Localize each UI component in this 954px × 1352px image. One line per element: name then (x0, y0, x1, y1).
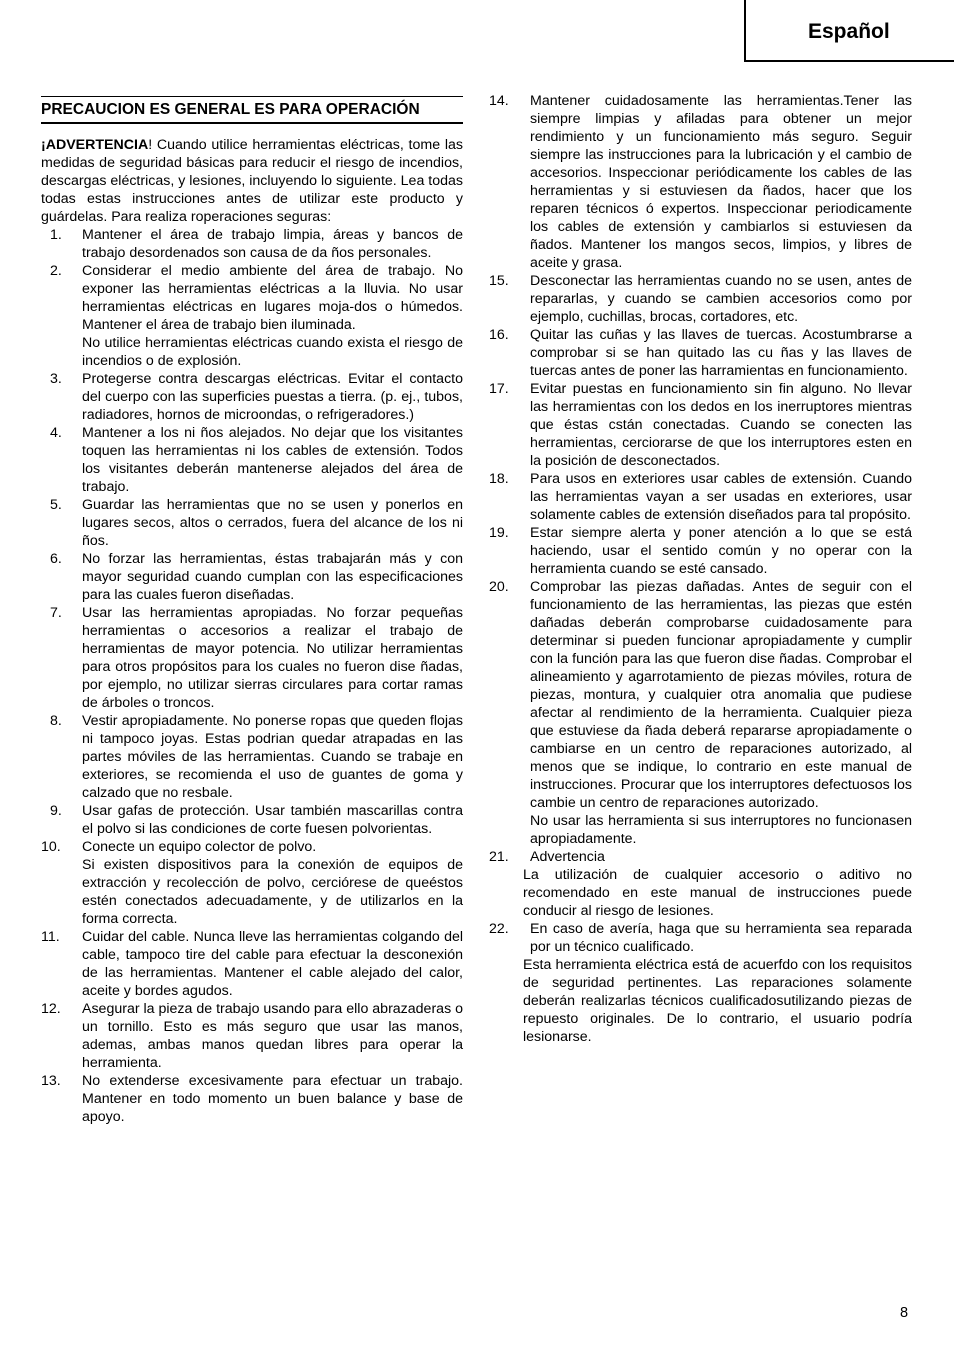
intro-text: ! Cuando utilice herramientas eléctricas, tome las medidas de seguridad básicas para reducir el riesgo de incendios, descargas eléctricas, y lesiones, incluyendo lo siguiente. Lea todas todas estas instrucciones antes de utilizar este producto y guárdelas. Para realiza roperaciones seguras: (41, 137, 463, 225)
list-item (489, 848, 912, 866)
item-number: 17. (489, 381, 509, 397)
item-extra-text: No utilice herramientas eléctricas cuando exista el riesgo de incendios o de explosión. (82, 335, 463, 369)
item-text: Mantener el área de trabajo limpia, áreas y bancos de trabajo desordenados son causa de da ños personales. (82, 227, 463, 261)
item-extra-text: No usar las herramienta si sus interruptores no funcionasen apropiadamente. (530, 813, 912, 847)
list-item (41, 424, 463, 496)
list-item (41, 262, 463, 370)
list-item (489, 524, 912, 578)
item-text: Usar las herramientas apropiadas. No forzar pequeñas herramientas o accesorios a realizar el trabajo de herramientas de mayor potencia. No utilizar herramientas para otros propósitos para los cuales no fueron dise ñadas, por ejemplo, no utilizar sierras circulares para cortar ramas de árboles o troncos. (82, 605, 463, 711)
item-text: Comprobar las piezas dañadas. Antes de seguir con el funcionamiento de las herramientas, las piezas que estén dañadas deberán comprobarse cuidadosamente para determinar si pueden funcionar apropiadamente y cumplir con la función para las que fueron dise ñadas. Comprobar el alineamiento y agarrotamiento de piezas móviles, rotura de piezas, montura, y cualquier otra anomalia que pudiese afectar al rendimiento de la herramienta. Cualquier pieza que estuviese da ñada deberá repararse apropiadamente o cambiarse en un centro de reparaciones autorizado, al menos que se indique, lo contrario en este manual de instrucciones. Procurar que los interruptores defectuosos los cambie un centro de reparaciones autorizado. (530, 579, 912, 811)
item-text: Mantener a los ni ños alejados. No dejar que los visitantes toquen las herramientas ni los cables de extensión. Todos los visitantes deberán mantenerse alejados del área de trabajo. (82, 425, 463, 495)
item-number: 22. (489, 921, 509, 937)
right-column (489, 92, 912, 1046)
list-item (41, 370, 463, 424)
item-text: Evitar puestas en funcionamiento sin fin alguno. No llevar las herramientas con los dedos en los inerruptores mientras que éstas cstán conectadas. Cuando se conecten las herramientas, cerciorarse de que los interruptores esten en la posición de desconectados. (530, 381, 912, 469)
item-note: Esta herramienta eléctrica está de acuerfdo con los requisitos de seguridad pertinentes. Las reparaciones solamente deberán realizarlas técnicos cualificadosutilizando piezas de repuesto originales. De lo contrario, el usuario podría lesionarse. (523, 957, 912, 1045)
list-item (41, 1072, 463, 1126)
warning-label: ¡ADVERTENCIA (41, 137, 149, 153)
item-text: Quitar las cuñas y las llaves de tuercas. Acostumbrarse a comprobar si se han quitado las cu ñas y las llaves de tuercas antes de poner las harramientas en funcionamiento. (530, 327, 912, 379)
list-item (41, 802, 463, 838)
item-text: No forzar las herramientas, éstas trabajarán más y con mayor seguridad cuando cumplan con las especificaciones para las cuales fueron diseñadas. (82, 551, 463, 603)
item-extra-text: Si existen dispositivos para la conexión de equipos de extracción y recolección de polvo, cerciórese de queéstos estén conectados adecuadamente, y de utilizarlos en la forma correcta. (82, 857, 463, 927)
item-number: 9. (50, 803, 62, 819)
item-number: 4. (50, 425, 62, 441)
item-number: 19. (489, 525, 509, 541)
item-note: La utilización de cualquier accesorio o aditivo no recomendado en este manual de instrucciones puede conducir al riesgo de lesiones. (523, 867, 912, 919)
item-number: 3. (50, 371, 62, 387)
item-number: 11. (41, 929, 60, 945)
item-number: 15. (489, 273, 509, 289)
list-item (41, 496, 463, 550)
item-text: Guardar las herramientas que no se usen y ponerlos en lugares secos, altos o cerrados, fuera del alcance de los ni ños. (82, 497, 463, 549)
item-text: No extenderse excesivamente para efectuar un trabajo. Mantener en todo momento un buen balance y base de apoyo. (82, 1073, 463, 1125)
item-text: Usar gafas de protección. Usar también mascarillas contra el polvo si las condiciones de corte fuesen polvorientas. (82, 803, 463, 837)
item-number: 16. (489, 327, 509, 343)
item-number: 7. (50, 605, 62, 621)
item-number: 20. (489, 579, 509, 595)
item-number: 10. (41, 839, 61, 855)
item-text: Advertencia (530, 849, 605, 865)
item-text: En caso de avería, haga que su herramienta sea reparada por un técnico cualificado. (530, 921, 912, 955)
list-item (41, 928, 463, 1000)
list-item (41, 712, 463, 802)
item-number: 8. (50, 713, 62, 729)
list-item (489, 470, 912, 524)
item-text: Cuidar del cable. Nunca lleve las herramientas colgando del cable, tampoco tire del cable para efectuar la desconexión de las herramientas. Mantener el cable alejado del calor, aceite y bordes agudos. (82, 929, 463, 999)
list-item (489, 326, 912, 380)
list-item (489, 920, 912, 956)
item-text: Protegerse contra descargas eléctricas. Evitar el contacto del cuerpo con las superficies puestas a tierra. (p. ej., tubos, radiadores, hornos de microondas, o refrigeradores.) (82, 371, 463, 423)
item-text: Desconectar las herramientas cuando no se usen, antes de repararlas, y cuando se cambien accesorios como por ejemplo, cuchillas, brocas, cortadores, etc. (530, 273, 912, 325)
item-text: Considerar el medio ambiente del área de trabajo. No exponer las herramientas eléctricas a la lluvia. No usar herramientas eléctricas en lugares moja-dos o húmedos. Mantener el área de trabajo bien iluminada. (82, 263, 463, 333)
item-number: 13. (41, 1073, 61, 1089)
item-text: Conecte un equipo colector de polvo. (82, 839, 317, 855)
intro-paragraph (41, 136, 463, 226)
left-column (41, 92, 463, 1126)
item-number: 18. (489, 471, 509, 487)
list-item (489, 578, 912, 848)
list-item (41, 1000, 463, 1072)
language-tab (744, 0, 954, 62)
item-number: 12. (41, 1001, 61, 1017)
item-number: 1. (50, 227, 62, 243)
list-item (489, 272, 912, 326)
page-number: 8 (900, 1305, 909, 1321)
item-number: 5. (50, 497, 62, 513)
list-item (41, 226, 463, 262)
item-text: Mantener cuidadosamente las herramientas.Tener las siempre limpias y afiladas para obtener un mejor rendimiento y un funcionamiento más seguro. Seguir siempre las instrucciones para la lubricación y el cambio de accesorios. Inspeccionar periódicamente los cables de las herramientas y si estuviesen da ñados, hacer que los reparen técnicos ó expertos. Inspeccionar periodicamente los cables de extensión y cambiarlos si estuviesen da ñados. Mantener los mangos secos, limpios, y libres de aceite y grasa. (530, 93, 912, 271)
item-text: Vestir apropiadamente. No ponerse ropas que queden flojas ni tampoco joyas. Estas podrian quedar atrapadas en las partes móviles de las herramientas. Cuando se trabaje en exteriores, se recomienda el uso de guantes de goma y calzado que no resbale. (82, 713, 463, 801)
item-text: Estar siempre alerta y poner atención a lo que se está haciendo, usar el sentido común y no operar con la herramienta cuando se esté cansado. (530, 525, 912, 577)
item-number: 21. (489, 849, 509, 865)
language-label: Español (808, 20, 890, 43)
section-title: PRECAUCION ES GENERAL ES PARA OPERACIÓN (41, 96, 463, 124)
list-item (41, 550, 463, 604)
item-text: Asegurar la pieza de trabajo usando para ello abrazaderas o un tornillo. Esto es más seguro que usar las manos, ademas, ambas manos quedan libres para operar la herramienta. (82, 1001, 463, 1071)
item-number: 2. (50, 263, 62, 279)
list-item (489, 380, 912, 470)
item-text: Para usos en exteriores usar cables de extensión. Cuando las herramientas vayan a ser usadas en exteriores, usar solamente cables de extensión diseñados para tal propósito. (530, 471, 912, 523)
item-number: 14. (489, 93, 509, 109)
list-item (489, 92, 912, 272)
list-item (41, 604, 463, 712)
item-number: 6. (50, 551, 62, 567)
list-item (41, 838, 463, 928)
